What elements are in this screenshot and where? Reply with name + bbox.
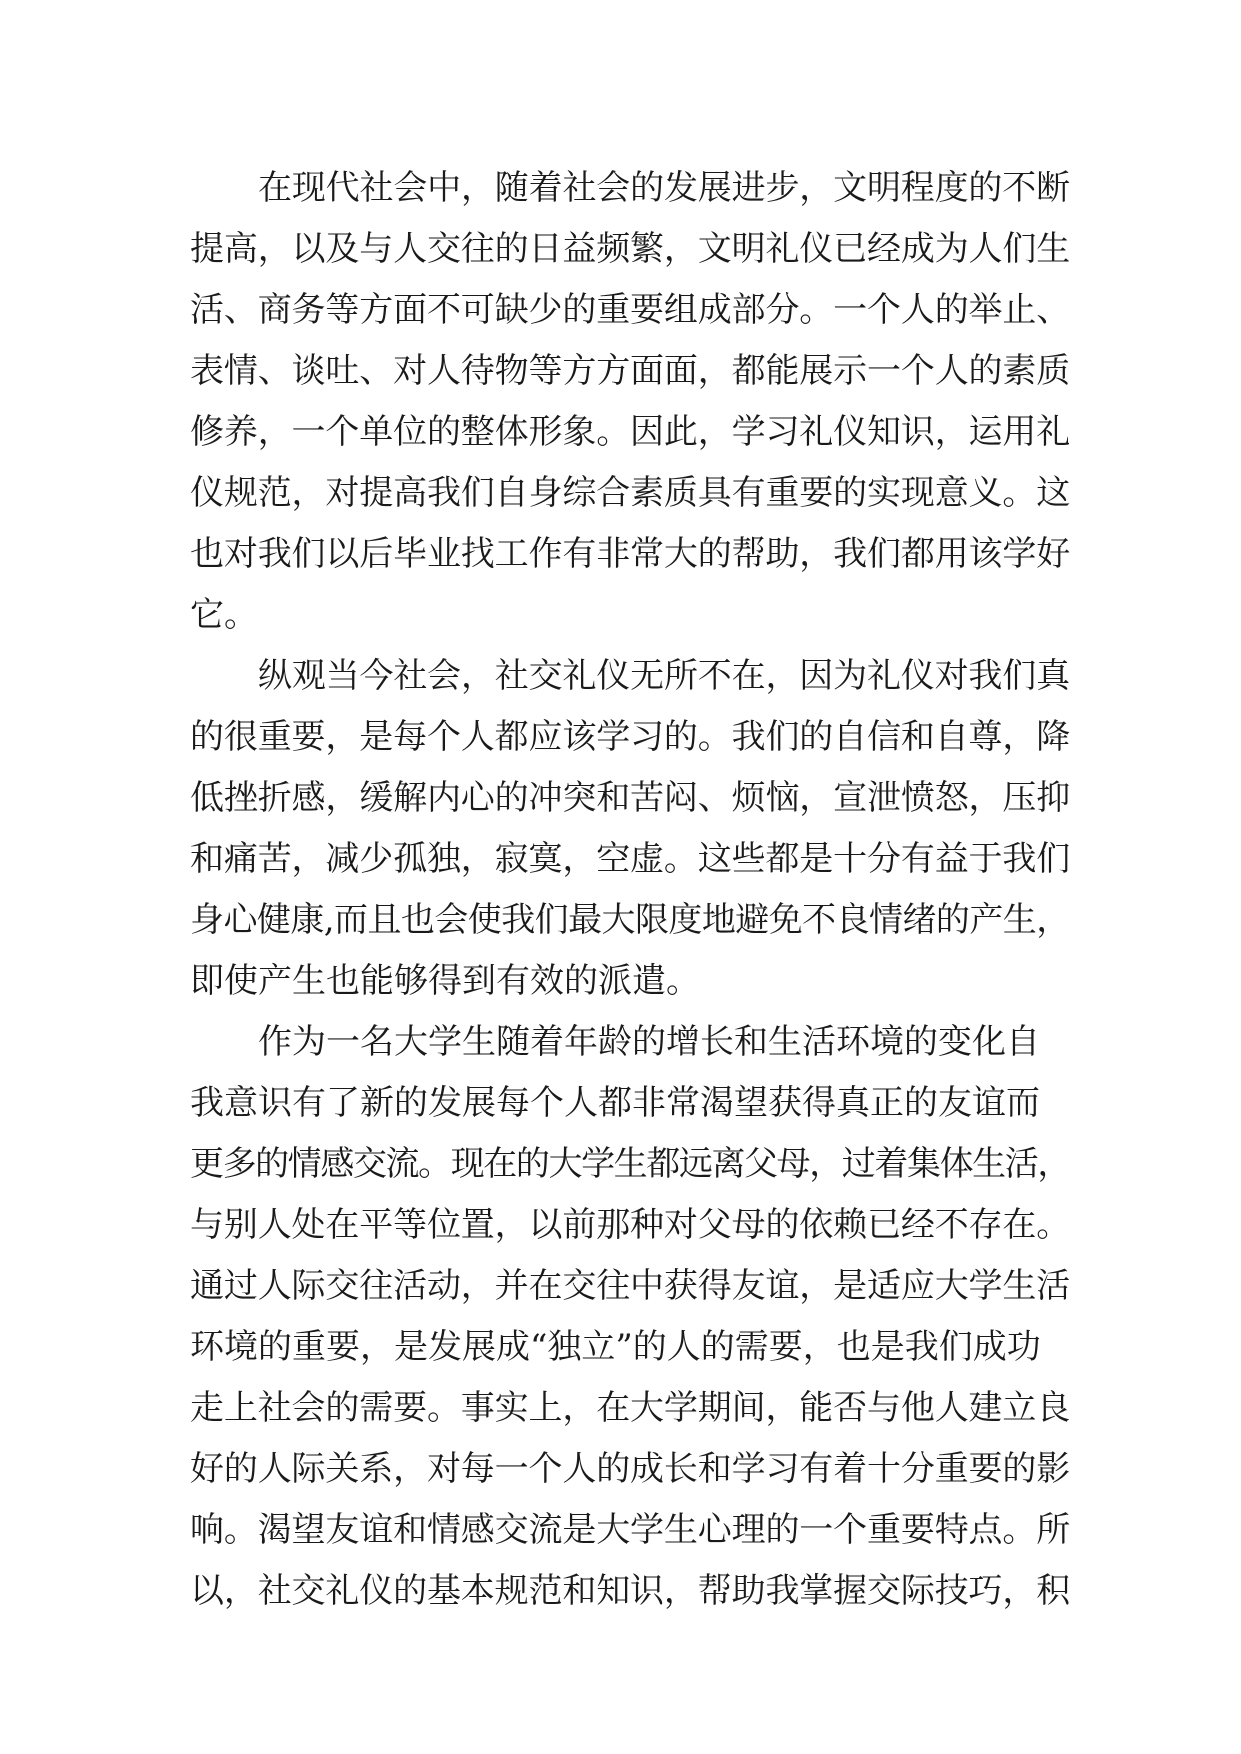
text-line: 表情、谈吐、对人待物等方方面面，都能展示一个人的素质 [190,351,1071,391]
text-line: 低挫折感，缓解内心的冲突和苦闷、烦恼，宣泄愤怒，压抑 [190,778,1071,818]
text-line: 好的人际关系，对每一个人的成长和学习有着十分重要的影 [190,1449,1071,1489]
text-line: 修养，一个单位的整体形象。因此，学习礼仪知识，运用礼 [190,412,1071,452]
paragraph-first-line: 作为一名大学生随着年龄的增长和生活环境的变化自 [258,1022,1040,1062]
text-line: 通过人际交往活动，并在交往中获得友谊，是适应大学生活 [190,1266,1071,1306]
text-line: 走上社会的需要。事实上，在大学期间，能否与他人建立良 [190,1388,1071,1428]
text-line: 我意识有了新的发展每个人都非常渴望获得真正的友谊而 [190,1083,1040,1123]
text-line: 与别人处在平等位置，以前那种对父母的依赖已经不存在。 [190,1205,1071,1245]
text-line: 和痛苦，减少孤独，寂寞，空虚。这些都是十分有益于我们 [190,839,1071,879]
text-line: 身心健康,而且也会使我们最大限度地避免不良情绪的产生， [190,900,1070,940]
text-line: 它。 [190,595,258,635]
paragraph-first-line: 在现代社会中，随着社会的发展进步，文明程度的不断 [258,168,1070,208]
text-line: 活、商务等方面不可缺少的重要组成部分。一个人的举止、 [190,290,1071,330]
text-line: 的很重要，是每个人都应该学习的。我们的自信和自尊，降 [190,717,1071,757]
body-text [190,158,1070,1622]
text-line: 也对我们以后毕业找工作有非常大的帮助，我们都用该学好 [190,534,1071,574]
text-line: 以，社交礼仪的基本规范和知识，帮助我掌握交际技巧，积 [190,1571,1071,1611]
paragraph-first-line: 纵观当今社会，社交礼仪无所不在，因为礼仪对我们真 [258,656,1070,696]
text-line: 即使产生也能够得到有效的派遣。 [190,961,700,1001]
text-line: 环境的重要，是发展成“独立”的人的需要，也是我们成功 [190,1327,1041,1367]
text-line: 仪规范，对提高我们自身综合素质具有重要的实现意义。这 [190,473,1071,513]
text-line: 提高，以及与人交往的日益频繁，文明礼仪已经成为人们生 [190,229,1071,269]
text-line: 响。渴望友谊和情感交流是大学生心理的一个重要特点。所 [190,1510,1071,1550]
text-line: 更多的情感交流。现在的大学生都远离父母，过着集体生活， [190,1144,1070,1184]
